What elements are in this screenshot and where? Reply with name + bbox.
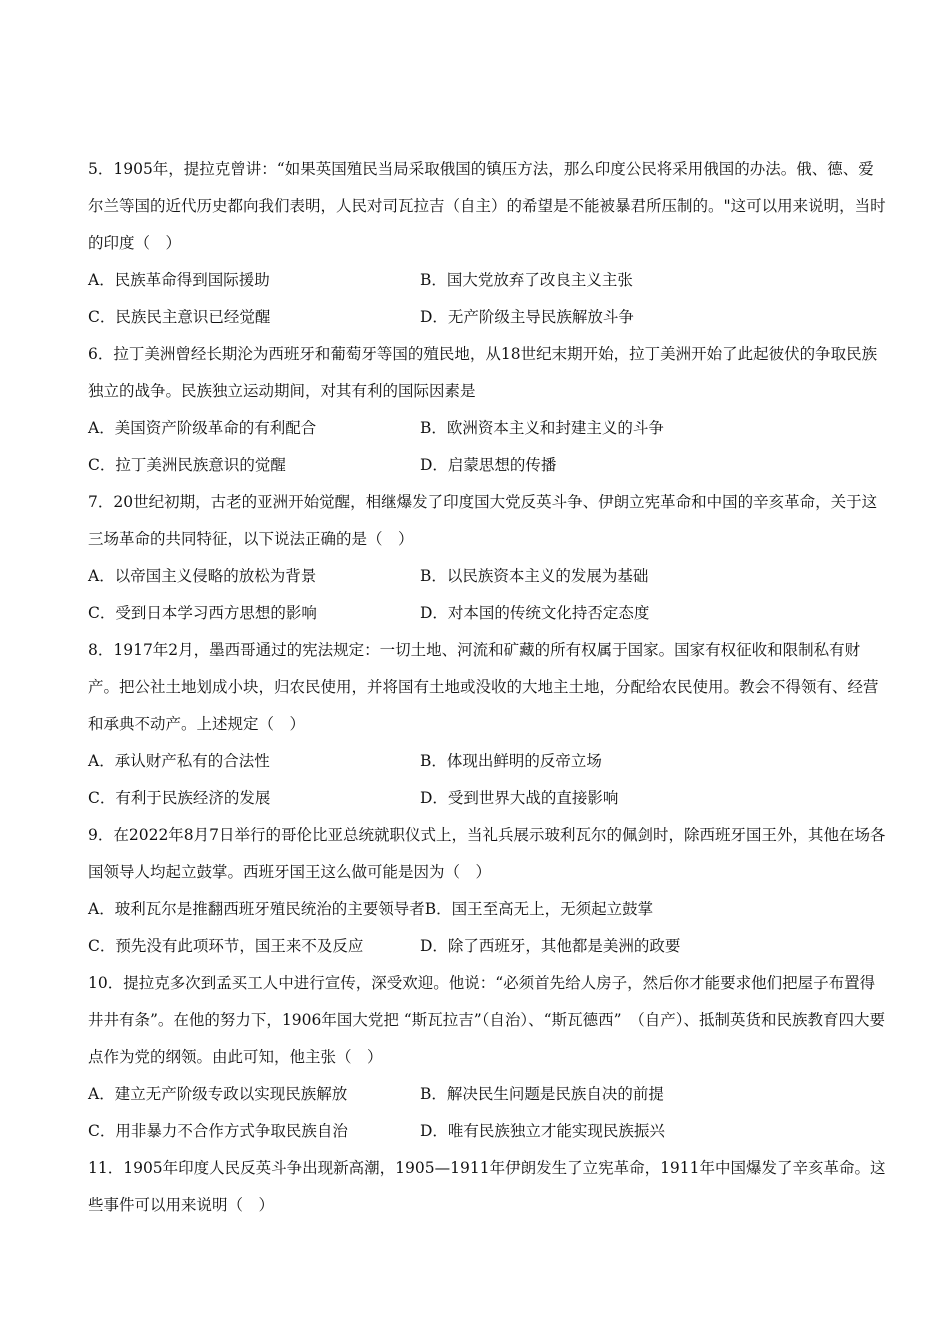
option-b: B．国大党放弃了改良主义主张 (420, 271, 633, 289)
option-c: C．用非暴力不合作方式争取民族自治 (88, 1122, 348, 1140)
option-c: C．受到日本学习西方思想的影响 (88, 604, 317, 622)
question-5 (88, 151, 888, 336)
option-row (88, 1076, 888, 1113)
option-row (88, 410, 888, 447)
exam-page (88, 151, 888, 1224)
option-row (88, 447, 888, 484)
option-a: A．玻利瓦尔是推翻西班牙殖民统治的主要领导者 (88, 900, 425, 918)
question-stem: 9．在2022年8月7日举行的哥伦比亚总统就职仪式上，当礼兵展示玻利瓦尔的佩剑时，除西班牙国王外，其他在场各国领导人均起立鼓掌。西班牙国王这么做可能是因为（ ） (88, 826, 886, 881)
option-d: D．唯有民族独立才能实现民族振兴 (420, 1122, 665, 1140)
question-9 (88, 817, 888, 965)
option-row (88, 928, 888, 965)
option-b: B．解决民生问题是民族自决的前提 (420, 1085, 664, 1103)
option-d: D．除了西班牙，其他都是美洲的政要 (420, 937, 681, 955)
option-c: C．民族民主意识已经觉醒 (88, 308, 271, 326)
option-a: A．以帝国主义侵略的放松为背景 (88, 567, 317, 585)
option-a: A．民族革命得到国际援助 (88, 271, 270, 289)
question-8 (88, 632, 888, 817)
option-c: C．预先没有此项环节，国王来不及反应 (88, 937, 364, 955)
option-b: B．国王至高无上，无须起立鼓掌 (424, 900, 654, 918)
option-row (88, 891, 888, 928)
option-a: A．建立无产阶级专政以实现民族解放 (88, 1085, 348, 1103)
option-c: C．有利于民族经济的发展 (88, 789, 271, 807)
question-stem: 5．1905年，提拉克曾讲：“如果英国殖民当局采取俄国的镇压方法，那么印度公民将采用俄国的办法。俄、德、爱尔兰等国的近代历史都向我们表明，人民对司瓦拉吉（自主）的希望是不能被暴君所压制的。"这可以用来说明，当时的印度（ ） (88, 160, 886, 252)
question-stem: 11．1905年印度人民反英斗争出现新高潮，1905—1911年伊朗发生了立宪革命，1911年中国爆发了辛亥革命。这些事件可以用来说明（ ） (88, 1159, 886, 1214)
option-a: A．承认财产私有的合法性 (88, 752, 270, 770)
option-row (88, 262, 888, 299)
option-row (88, 743, 888, 780)
question-11 (88, 1150, 888, 1224)
option-row (88, 1113, 888, 1150)
question-stem: 6．拉丁美洲曾经长期沦为西班牙和葡萄牙等国的殖民地，从18世纪末期开始，拉丁美洲开始了此起彼伏的争取民族独立的战争。民族独立运动期间，对其有利的国际因素是 (88, 345, 878, 400)
option-a: A．美国资产阶级革命的有利配合 (88, 419, 317, 437)
question-7 (88, 484, 888, 632)
option-d: D．无产阶级主导民族解放斗争 (420, 308, 634, 326)
question-10 (88, 965, 888, 1150)
option-d: D．启蒙思想的传播 (420, 456, 557, 474)
option-d: D．受到世界大战的直接影响 (420, 789, 619, 807)
option-b: B．以民族资本主义的发展为基础 (420, 567, 649, 585)
option-row (88, 558, 888, 595)
question-stem: 8．1917年2月，墨西哥通过的宪法规定：一切土地、河流和矿藏的所有权属于国家。国家有权征收和限制私有财产。把公社土地划成小块，归农民使用，并将国有土地或没收的大地主土地，分配给农民使用。教会不得领有、经营和承典不动产。上述规定（ ） (88, 641, 879, 733)
option-row (88, 780, 888, 817)
option-b: B．体现出鲜明的反帝立场 (420, 752, 602, 770)
option-row (88, 595, 888, 632)
option-row (88, 299, 888, 336)
question-stem: 7．20世纪初期，古老的亚洲开始觉醒，相继爆发了印度国大党反英斗争、伊朗立宪革命和中国的辛亥革命，关于这三场革命的共同特征，以下说法正确的是（ ） (88, 493, 878, 548)
option-d: D．对本国的传统文化持否定态度 (420, 604, 650, 622)
question-6 (88, 336, 888, 484)
question-stem: 10．提拉克多次到孟买工人中进行宣传，深受欢迎。他说：“必须首先给人房子，然后你才能要求他们把屋子布置得井井有条”。在他的努力下，1906年国大党把 “斯瓦拉吉”（自治）、“斯瓦德西” （自产）、抵制英货和民族教育四大要点作为党的纲领。由此可知，他主张（ ） (88, 974, 885, 1066)
option-b: B．欧洲资本主义和封建主义的斗争 (420, 419, 664, 437)
option-c: C．拉丁美洲民族意识的觉醒 (88, 456, 286, 474)
